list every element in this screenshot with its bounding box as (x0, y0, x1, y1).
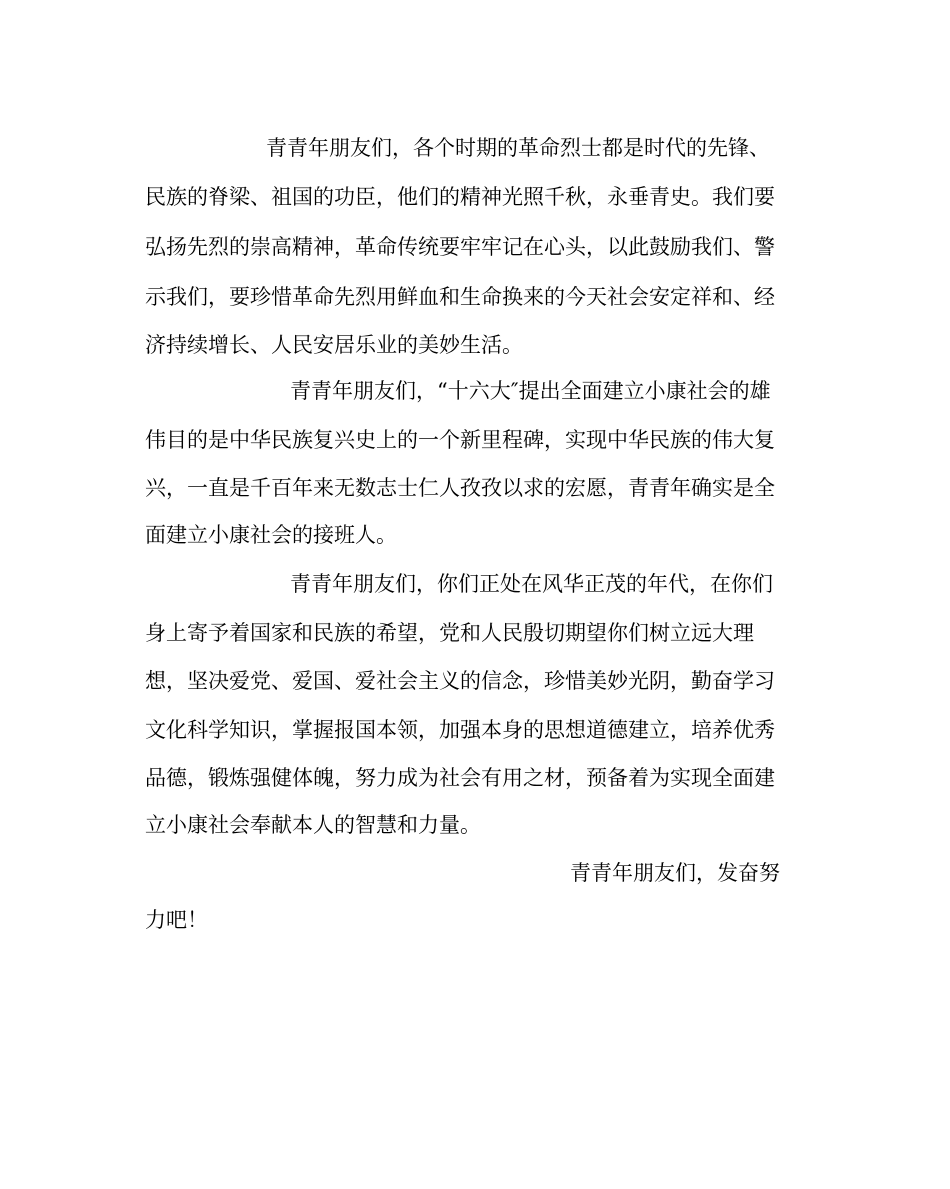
paragraph-1-line-3: 弘扬先烈的崇高精神，革命传统要牢牢记在心头，以此鼓励我们、警 (145, 235, 775, 259)
paragraph-1-line-5: 济持续增长、人民安居乐业的美妙生活。 (145, 333, 523, 357)
paragraph-4-line-2: 力吧！ (145, 908, 208, 932)
paragraph-3-line-2: 身上寄予着国家和民族的希望，党和人民殷切期望你们树立远大理 (145, 621, 754, 645)
paragraph-2-line-1: 青青年朋友们，“十六大″提出全面建立小康社会的雄 (290, 379, 771, 403)
paragraph-3-line-6: 立小康社会奉献本人的智慧和力量。 (145, 813, 481, 837)
paragraph-3-line-4: 文化科学知识，掌握报国本领，加强本身的思想道德建立，培养优秀 (145, 718, 775, 742)
paragraph-2-line-2: 伟目的是中华民族复兴史上的一个新里程碑，实现中华民族的伟大复 (145, 428, 775, 452)
paragraph-4-line-1: 青青年朋友们，发奋努 (570, 861, 780, 885)
paragraph-2-line-3: 兴，一直是千百年来无数志士仁人孜孜以求的宏愿，青青年确实是全 (145, 476, 775, 500)
paragraph-1-line-2: 民族的脊梁、祖国的功臣，他们的精神光照千秋，永垂青史。我们要 (145, 185, 775, 209)
paragraph-3-line-3: 想，坚决爱党、爱国、爱社会主义的信念，珍惜美妙光阴，勤奋学习 (145, 669, 775, 693)
paragraph-3-line-1: 青青年朋友们，你们正处在风华正茂的年代，在你们 (290, 572, 773, 596)
paragraph-1-line-1: 青青年朋友们，各个时期的革命烈士都是时代的先锋、 (266, 136, 770, 160)
paragraph-2-line-4: 面建立小康社会的接班人。 (145, 523, 397, 547)
paragraph-3-line-5: 品德，锻炼强健体魄，努力成为社会有用之材，预备着为实现全面建 (145, 766, 775, 790)
paragraph-1-line-4: 示我们，要珍惜革命先烈用鲜血和生命换来的今天社会安定祥和、经 (145, 285, 775, 309)
